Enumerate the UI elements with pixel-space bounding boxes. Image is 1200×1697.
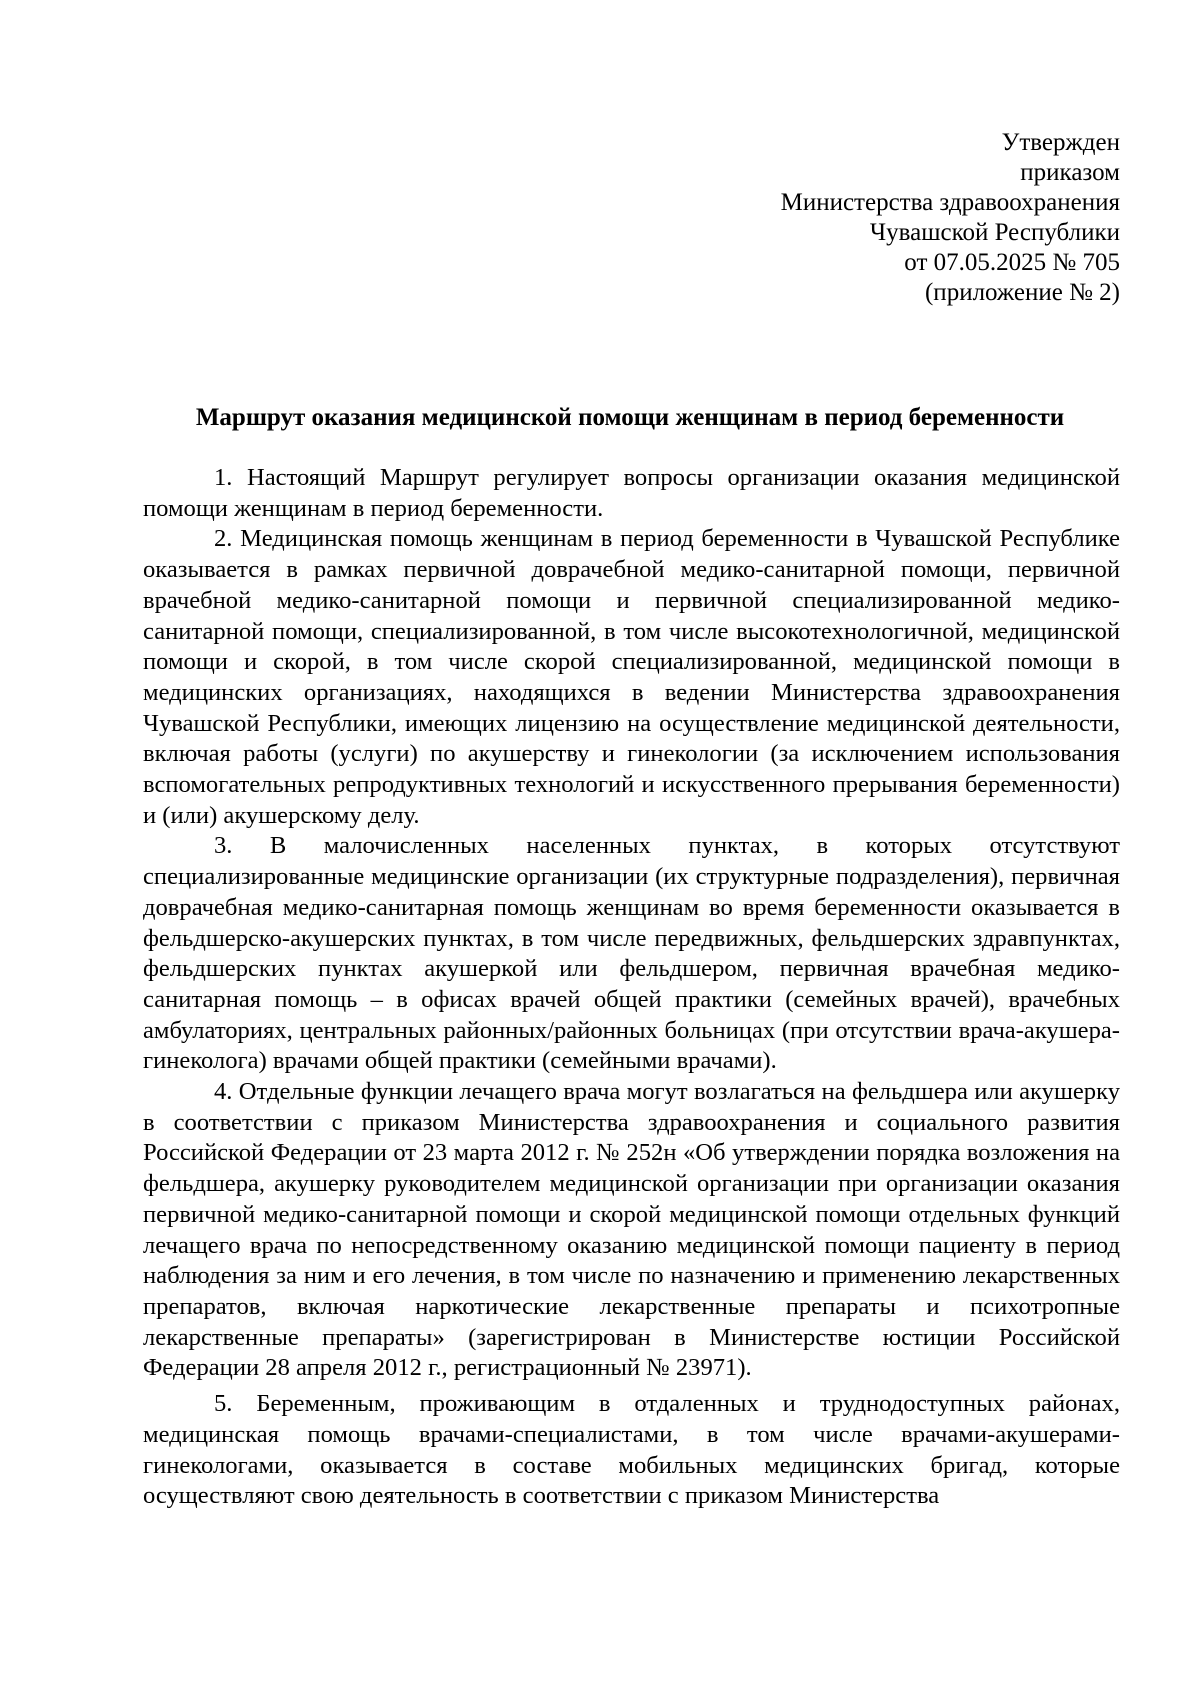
approval-line-appendix: (приложение № 2) <box>924 279 1120 306</box>
document-body <box>143 463 1120 1512</box>
approval-line-republic: Чувашской Республики <box>869 219 1120 246</box>
paragraph-1: 1. Настоящий Маршрут регулирует вопросы организации оказания медицинской помощи женщинам в период беременности. <box>143 464 1120 522</box>
paragraph-5: 5. Беременным, проживающим в отдаленных и труднодоступных районах, медицинская помощь врачами-специалистами, в том числе врачами-акушерами-гинекологами, оказывается в составе мобильных медицинских бригад, которые осуществляют свою деятельность в соответствии с приказом Министерства <box>143 1390 1120 1510</box>
document-title: Маршрут оказания медицинской помощи женщинам в период беременности <box>195 404 1065 431</box>
paragraph-4: 4. Отдельные функции лечащего врача могут возлагаться на фельдшера или акушерку в соответствии с приказом Министерства здравоохранения и социального развития Российской Федерации от 23 марта 2012 г. № 252н «Об утверждении порядка возложения на фельдшера, акушерку руководителем медицинской организации при организации оказания первичной медико-санитарной помощи и скорой медицинской помощи отдельных функций лечащего врача по непосредственному оказанию медицинской помощи пациенту в период наблюдения за ним и его лечения, в том числе по назначению и применению лекарственных препаратов, включая наркотические лекарственные препараты и психотропные лекарственные препараты» (зарегистрирован в Министерстве юстиции Российской Федерации 28 апреля 2012 г., регистрационный № 23971). <box>143 1078 1120 1382</box>
approval-stamp-block <box>781 128 1120 308</box>
approval-line-order-date-number: от 07.05.2025 № 705 <box>904 249 1120 276</box>
approval-line-approved: Утвержден <box>1001 129 1120 156</box>
paragraph-3: 3. В малочисленных населенных пунктах, в которых отсутствуют специализированные медицинские организации (их структурные подразделения), первичная доврачебная медико-санитарная помощь женщинам во время беременности оказывается в фельдшерско-акушерских пунктах, в том числе передвижных, фельдшерских здравпунктах, фельдшерских пунктах акушеркой или фельдшером, первичная врачебная медико-санитарная помощь – в офисах врачей общей практики (семейных врачей), врачебных амбулаториях, центральных районных/районных больницах (при отсутствии врача-акушера-гинеколога) врачами общей практики (семейными врачами). <box>143 832 1120 1075</box>
approval-line-ministry: Министерства здравоохранения <box>780 189 1120 216</box>
paragraph-2: 2. Медицинская помощь женщинам в период беременности в Чувашской Республике оказывается в рамках первичной доврачебной медико-санитарной помощи, первичной врачебной медико-санитарной помощи и первичной специализированной медико-санитарной помощи, специализированной, в том числе высокотехнологичной, медицинской помощи и скорой, в том числе скорой специализированной, медицинской помощи в медицинских организациях, находящихся в ведении Министерства здравоохранения Чувашской Республики, имеющих лицензию на осуществление медицинской деятельности, включая работы (услуги) по акушерству и гинекологии (за исключением использования вспомогательных репродуктивных технологий и искусственного прерывания беременности) и (или) акушерскому делу. <box>143 525 1120 829</box>
approval-line-by-order: приказом <box>1020 159 1120 186</box>
